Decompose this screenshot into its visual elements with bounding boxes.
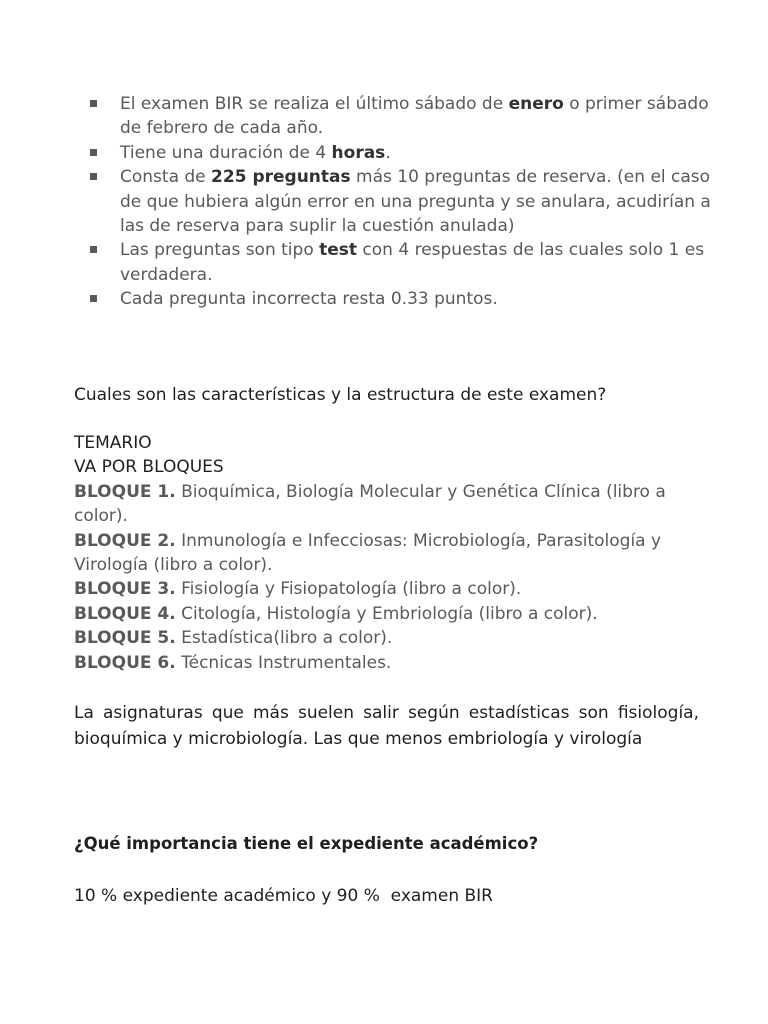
fact-text: Las preguntas son tipo	[120, 240, 320, 261]
square-bullet-icon	[90, 149, 97, 156]
expediente-answer: 10 % expediente académico y 90 % examen BIR	[74, 886, 493, 906]
fact-text: más 10 preguntas de reserva. (en el caso de que hubiera algún error en una pregunta y se anulara, acudirían a las de reserva para suplir la cuestión anulada)	[120, 167, 711, 237]
fact-emphasis: horas	[331, 142, 386, 163]
fact-text: Consta de	[120, 167, 212, 188]
block-label: BLOQUE 3.	[74, 579, 176, 600]
square-bullet-icon	[90, 173, 97, 180]
exam-facts-list	[74, 92, 714, 312]
block-item	[74, 602, 699, 626]
block-item	[74, 651, 699, 675]
fact-text: .	[385, 142, 391, 163]
block-label: BLOQUE 1.	[74, 481, 176, 502]
block-text: Bioquímica, Biología Molecular y Genética Clínica (libro a color).	[74, 481, 666, 527]
block-text: Fisiología y Fisiopatología (libro a color).	[175, 579, 522, 600]
fact-emphasis: 225 preguntas	[211, 167, 351, 188]
list-item	[74, 287, 714, 311]
fact-text: Cada pregunta incorrecta resta 0.33 puntos.	[120, 289, 498, 310]
block-label: BLOQUE 4.	[74, 603, 176, 624]
block-item	[74, 529, 699, 578]
square-bullet-icon	[90, 100, 97, 107]
fact-emphasis: enero	[508, 94, 564, 114]
block-text: Inmunología e Infecciosas: Microbiología, Parasitología y Virología (libro a color).	[74, 530, 662, 576]
temario-section	[74, 431, 699, 675]
fact-text: Tiene una duración de 4	[120, 142, 332, 163]
block-text: Citología, Histología y Embriología (libro a color).	[175, 603, 598, 624]
block-label: BLOQUE 2.	[74, 530, 176, 551]
structure-question: Cuales son las características y la estructura de este examen?	[74, 385, 607, 405]
block-label: BLOQUE 6.	[74, 652, 176, 673]
fact-text: con 4 respuestas de las cuales solo 1 es verdadera.	[120, 240, 705, 285]
temario-heading: TEMARIO	[74, 433, 152, 453]
block-label: BLOQUE 5.	[74, 628, 176, 649]
expediente-question: ¿Qué importancia tiene el expediente académico?	[74, 834, 539, 853]
list-item	[74, 238, 714, 287]
block-item	[74, 480, 699, 529]
block-item	[74, 577, 699, 601]
list-item	[74, 141, 714, 165]
block-item	[74, 626, 699, 650]
temario-subheading: VA POR BLOQUES	[74, 457, 224, 478]
fact-text: El examen BIR se realiza el último sábado de	[120, 94, 509, 114]
fact-text: o primer sábado de febrero de cada año.	[120, 94, 709, 139]
stats-paragraph: La asignaturas que más suelen salir según estadísticas son fisiología, bioquímica y microbiología. Las que menos embriología y virología	[74, 703, 699, 749]
list-item	[74, 165, 714, 238]
block-text: Estadística(libro a color).	[175, 628, 393, 649]
fact-emphasis: test	[319, 240, 358, 261]
square-bullet-icon	[90, 295, 97, 302]
square-bullet-icon	[90, 246, 97, 253]
list-item	[74, 92, 714, 141]
block-text: Técnicas Instrumentales.	[175, 652, 392, 673]
